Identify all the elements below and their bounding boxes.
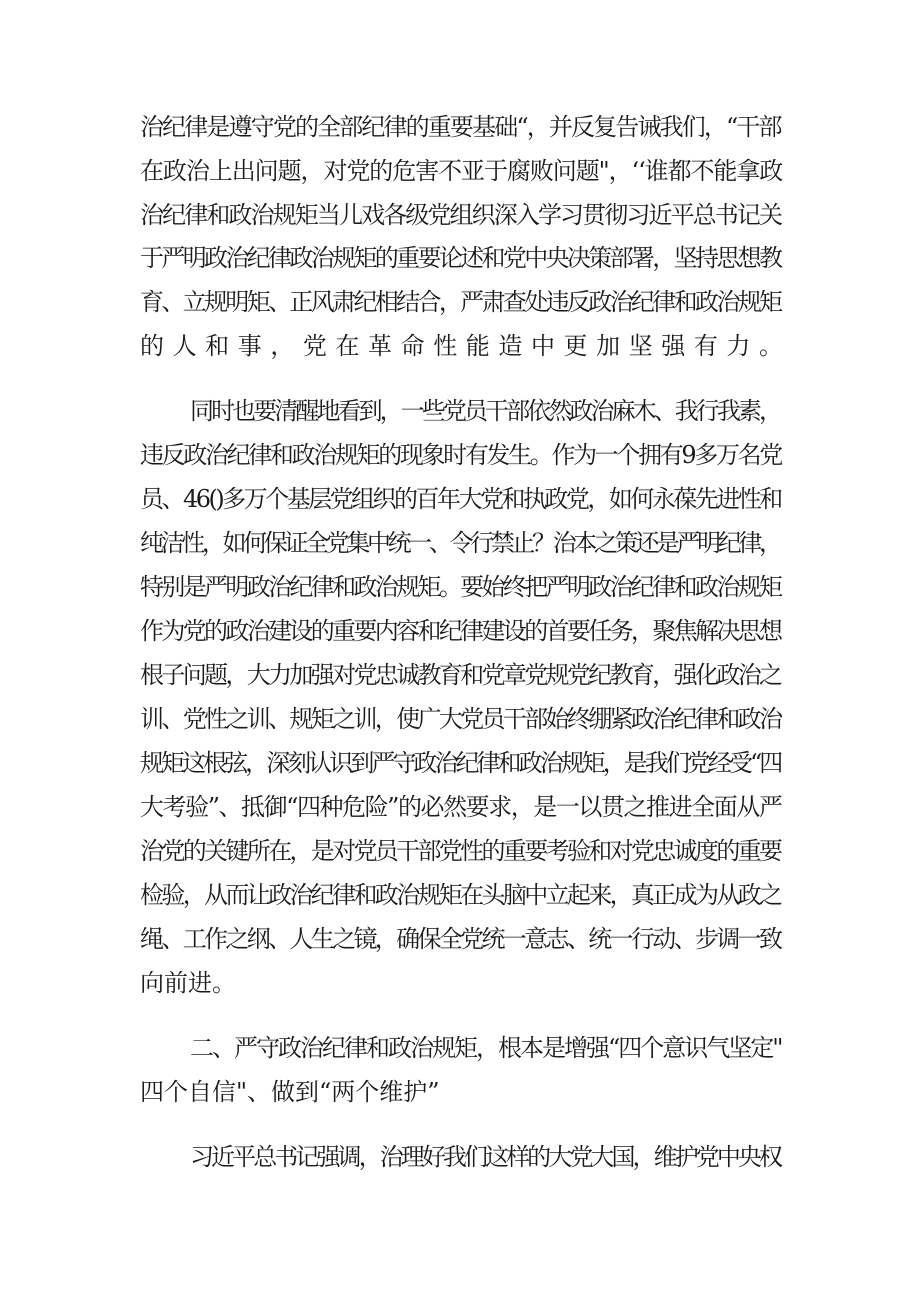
text-line: 员、46()多万个基层党组织的百年大党和执政党，如何永葆先进性和 <box>140 485 781 513</box>
text-line: 治党的关键所在，是对党员干部党性的重要考验和对党忠诚度的重要 <box>140 837 781 865</box>
text-line: 违反政治纪律和政治规矩的现象时有发生。作为一个拥有9多万名党 <box>140 441 781 469</box>
text-line: 检验，从而让政治纪律和政治规矩在头脑中立起来，真正成为从政之 <box>140 881 781 909</box>
text-line: 育、立规明矩、正风肃纪相结合，严肃查处违反政治纪律和政治规矩 <box>140 288 781 316</box>
text-line: 同时也要清醒地看到，一些党员干部依然政治麻木、我行我素， <box>190 397 781 425</box>
text-line: 纯洁性，如何保证全党集中统一、令行禁止？治本之策还是严明纪律， <box>140 529 780 557</box>
text-line: 规矩这根弦，深刻认识到严守政治纪律和政治规矩，是我们党经受“四 <box>140 749 781 777</box>
text-line: 习近平总书记强调，治理好我们这样的大党大国，维护党中央权 <box>190 1143 781 1171</box>
text-line: 训、党性之训、规矩之训，使广大党员干部始终绷紧政治纪律和政治 <box>140 705 781 733</box>
text-line: 在政治上出问题，对党的危害不亚于腐败问题"，‘‘谁都不能拿政 <box>140 157 783 185</box>
text-line: 绳、工作之纲、人生之镜，确保全党统一意志、统一行动、步调一致 <box>140 925 781 953</box>
text-line: 作为党的政治建设的重要内容和纪律建设的首要任务，聚焦解决思想 <box>140 617 781 645</box>
text-line: 根子问题，大力加强对党忠诚教育和党章党规党纪教育，强化政治之 <box>140 661 781 689</box>
text-line: 大考验”、抵御“四种危险”的必然要求，是一以贯之推进全面从严 <box>140 793 782 821</box>
text-line: 向前进。 <box>140 969 236 997</box>
text-line: 特别是严明政治纪律和政治规矩。要始终把严明政治纪律和政治规矩 <box>140 573 781 601</box>
text-line: 的人和事，党在革命性能造中更加坚强有力。 <box>140 332 792 360</box>
section-heading: 二、严守政治纪律和政治规矩，根本是增强“四个意识气坚定'' <box>190 1034 782 1062</box>
text-line: 治纪律是遵守党的全部纪律的重要基础“，并反复告诫我们，“干部 <box>140 113 781 141</box>
text-line: 治纪律和政治规矩当儿戏各级党组织深入学习贯彻习近平总书记关 <box>140 201 782 229</box>
text-line: 于严明政治纪律政治规矩的重要论述和党中央决策部署，坚持思想教 <box>140 244 781 272</box>
section-heading: 四个自信"、做到“两个维护” <box>140 1078 440 1106</box>
